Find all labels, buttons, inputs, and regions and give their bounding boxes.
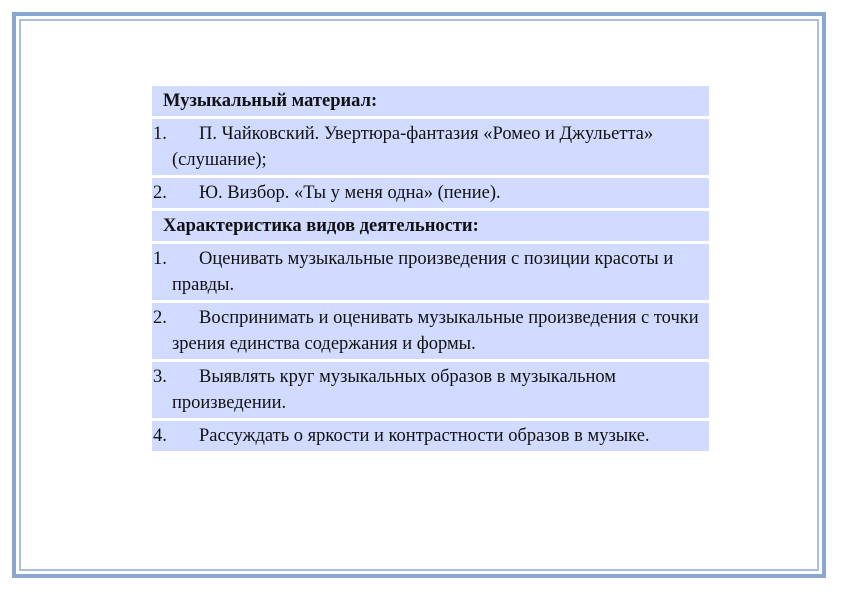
list-item-text: Рассуждать о яркости и контрастности образов в музыке. (199, 426, 650, 446)
list-item-text: П. Чайковский. Увертюра-фантазия «Ромео и Джульетта» (слушание); (172, 124, 654, 170)
list-item (152, 421, 709, 451)
list-item-text: Оценивать музыкальные произведения с позиции красоты и правды. (172, 249, 674, 295)
list-item-text: Выявлять круг музыкальных образов в музыкальном произведении. (172, 367, 617, 413)
list-number: 1. (153, 124, 167, 144)
text-block (152, 86, 709, 454)
list-item-text: Воспринимать и оценивать музыкальные произведения с точки зрения единства содержания и формы. (172, 308, 699, 354)
section-heading-activities: Характеристика видов деятельности: (152, 211, 709, 241)
list-number: 1. (153, 249, 167, 269)
list-number: 3. (153, 367, 167, 387)
list-item (152, 303, 709, 359)
list-number: 2. (153, 308, 167, 328)
list-item-text: Ю. Визбор. «Ты у меня одна» (пение). (199, 183, 501, 203)
list-item (152, 362, 709, 418)
list-item (152, 178, 709, 208)
list-item (152, 119, 709, 175)
list-number: 2. (153, 183, 167, 203)
list-item (152, 244, 709, 300)
section-heading-material: Музыкальный материал: (152, 86, 709, 116)
list-number: 4. (153, 426, 167, 446)
